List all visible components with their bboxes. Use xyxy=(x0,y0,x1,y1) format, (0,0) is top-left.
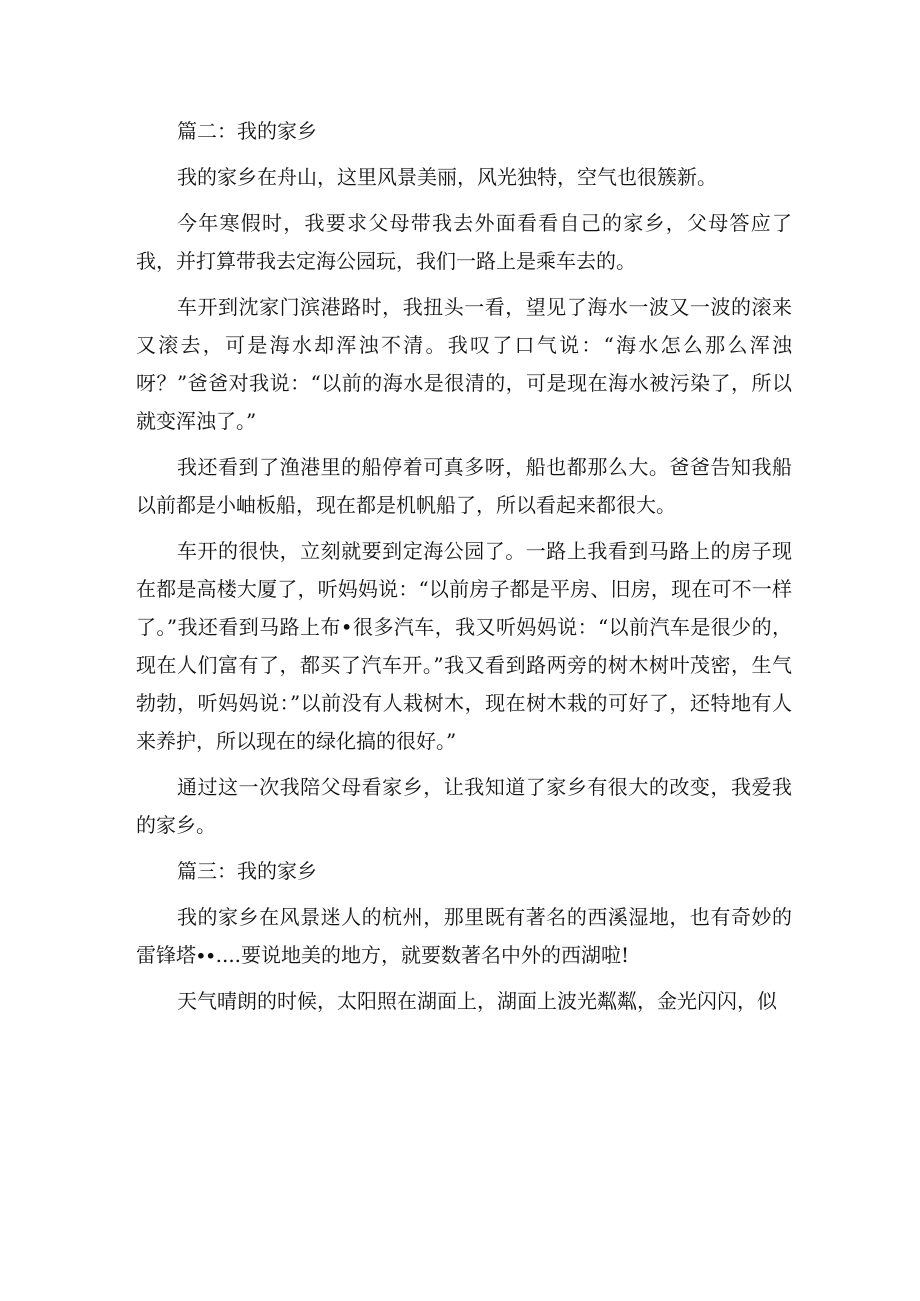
document-body xyxy=(136,112,792,1028)
paragraph: 我的家乡在舟山，这里风景美丽，风光独特，空气也很簇新。 xyxy=(177,165,717,189)
paragraph: 我还看到了渔港里的船停着可真多呀，船也都那么大。爸爸告知我船以前都是小岫板船，现在都是机帆船了，所以看起来都很大。 xyxy=(136,455,792,517)
paragraph: 我的家乡在风景迷人的杭州，那里既有著名的西溪湿地，也有奇妙的雷锋塔∙∙....要说地美的地方，就要数著名中外的西湖啦! xyxy=(136,905,792,967)
section-heading: 篇二：我的家乡 xyxy=(177,119,317,143)
paragraph: 车开到沈家门滨港路时，我扭头一看，望见了海水一波又一波的滚来又滚去，可是海水却浑浊不清。我叹了口气说：“海水怎么那么浑浊呀？”爸爸对我说：“以前的海水是很清的，可是现在海水被污染了，所以就变浑浊了。” xyxy=(136,295,792,433)
paragraph: 今年寒假时，我要求父母带我去外面看看自己的家乡，父母答应了我，并打算带我去定海公园玩，我们一路上是乘车去的。 xyxy=(136,211,792,273)
paragraph: 车开的很快，立刻就要到定海公园了。一路上我看到马路上的房子现在都是高楼大厦了，听妈妈说：“以前房子都是平房、旧房，现在可不一样了。”我还看到马路上布•很多汽车，我又听妈妈说：“以前汽车是很少的，现在人们富有了，都买了汽车开。”我又看到路两旁的树木树叶茂密，生气勃勃，听妈妈说：”以前没有人栽树木，现在树木栽的可好了，还特地有人来养护，所以现在的绿化搞的很好。” xyxy=(136,539,792,753)
paragraph: 天气晴朗的时候，太阳照在湖面上，湖面上波光粼粼，金光闪闪，似 xyxy=(177,989,777,1013)
section-heading: 篇三：我的家乡 xyxy=(177,859,317,883)
paragraph: 通过这一次我陪父母看家乡，让我知道了家乡有很大的改变，我爱我的家乡。 xyxy=(136,775,792,837)
